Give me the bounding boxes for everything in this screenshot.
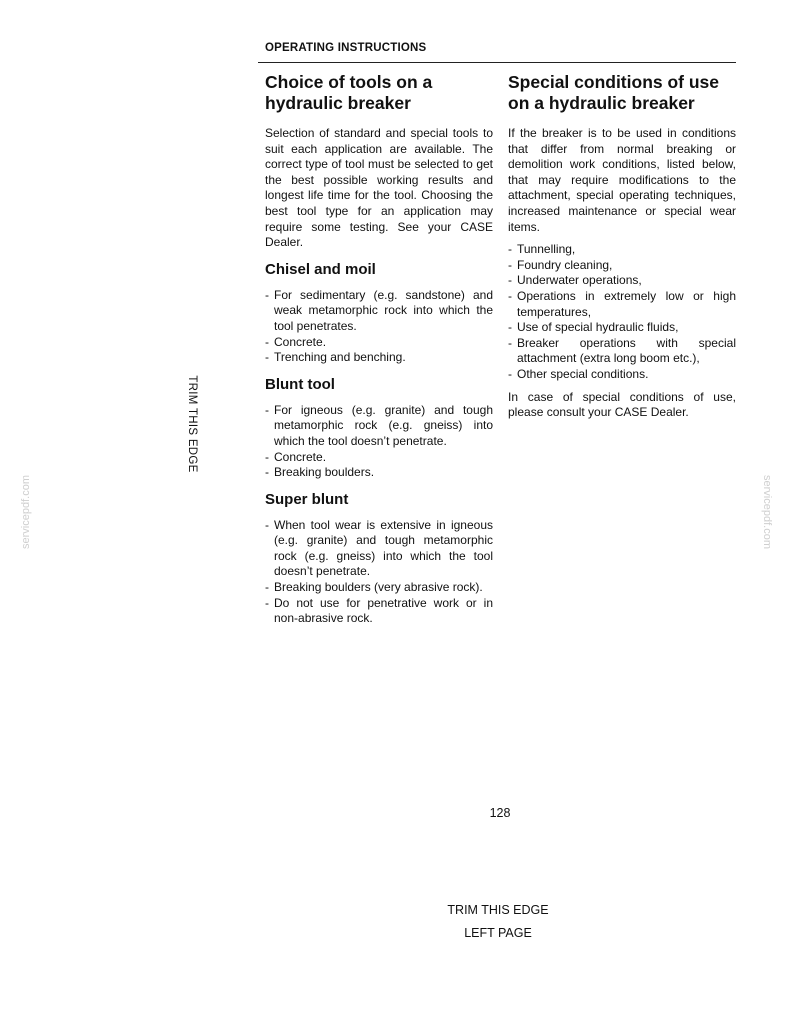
list-item: - Trenching and benching. bbox=[265, 350, 493, 366]
list-item: - Concrete. bbox=[265, 450, 493, 466]
list-item: - Breaking boulders. bbox=[265, 465, 493, 481]
list-item: - Tunnelling, bbox=[508, 242, 736, 258]
left-title bbox=[265, 72, 493, 114]
footer-side-label: LEFT PAGE bbox=[464, 926, 532, 940]
right-closing: In case of special conditions of use, please consult your CASE Dealer. bbox=[508, 389, 736, 420]
list-item: - Concrete. bbox=[265, 335, 493, 351]
blunt-tool-heading: Blunt tool bbox=[265, 375, 335, 393]
footer-trim-label: TRIM THIS EDGE bbox=[447, 903, 549, 917]
page-number: 128 bbox=[489, 806, 511, 820]
left-intro: Selection of standard and special tools to suit each application are available. The correct type of tool must be selected to get the best possible working results and longest life time for the tool. Choosing the best tool type for an application may require some testing. See your CASE Dealer. bbox=[265, 126, 493, 250]
list-item: - Other special conditions. bbox=[508, 367, 736, 383]
right-title bbox=[508, 72, 736, 114]
list-item: - Foundry cleaning, bbox=[508, 258, 736, 274]
watermark-left: servicepdf.com bbox=[20, 475, 32, 549]
left-title-line2: hydraulic breaker bbox=[265, 93, 411, 113]
list-item: - Underwater operations, bbox=[508, 273, 736, 289]
list-item: - For sedimentary (e.g. sandstone) and weak metamorphic rock into which the tool penetrates. bbox=[265, 288, 493, 335]
left-title-line1: Choice of tools on a bbox=[265, 72, 433, 92]
chisel-moil-list bbox=[265, 288, 493, 366]
right-intro: If the breaker is to be used in conditions that differ from normal breaking or demolition work conditions, listed below, that may require modifications to the attachment, special operating techniques, increased maintenance or special wear items. bbox=[508, 126, 736, 234]
blunt-tool-list bbox=[265, 403, 493, 481]
right-title-line1: Special conditions of use bbox=[508, 72, 720, 92]
list-item: - For igneous (e.g. granite) and tough metamorphic rock (e.g. gneiss) into which the tool doesn’t penetrate. bbox=[265, 403, 493, 450]
list-item: - When tool wear is extensive in igneous (e.g. granite) and tough metamorphic rock (e.g. gneiss) into which the tool doesn’t penetrate. bbox=[265, 518, 493, 580]
chisel-moil-heading: Chisel and moil bbox=[265, 260, 376, 278]
right-column bbox=[508, 72, 736, 421]
list-item: - Breaker operations with special attachment (extra long boom etc.), bbox=[508, 336, 736, 367]
header-rule bbox=[258, 62, 736, 63]
super-blunt-heading: Super blunt bbox=[265, 490, 349, 508]
special-conditions-list bbox=[508, 242, 736, 382]
section-header: OPERATING INSTRUCTIONS bbox=[265, 42, 427, 54]
list-item: - Operations in extremely low or high temperatures, bbox=[508, 289, 736, 320]
list-item: - Breaking boulders (very abrasive rock). bbox=[265, 580, 493, 596]
list-item: - Do not use for penetrative work or in non-abrasive rock. bbox=[265, 596, 493, 627]
super-blunt-list bbox=[265, 518, 493, 627]
list-item: - Use of special hydraulic fluids, bbox=[508, 320, 736, 336]
right-title-line2: on a hydraulic breaker bbox=[508, 93, 695, 113]
left-column bbox=[265, 72, 493, 627]
trim-edge-vertical-label: TRIM THIS EDGE bbox=[186, 375, 198, 473]
watermark-right: servicepdf.com bbox=[761, 475, 773, 549]
